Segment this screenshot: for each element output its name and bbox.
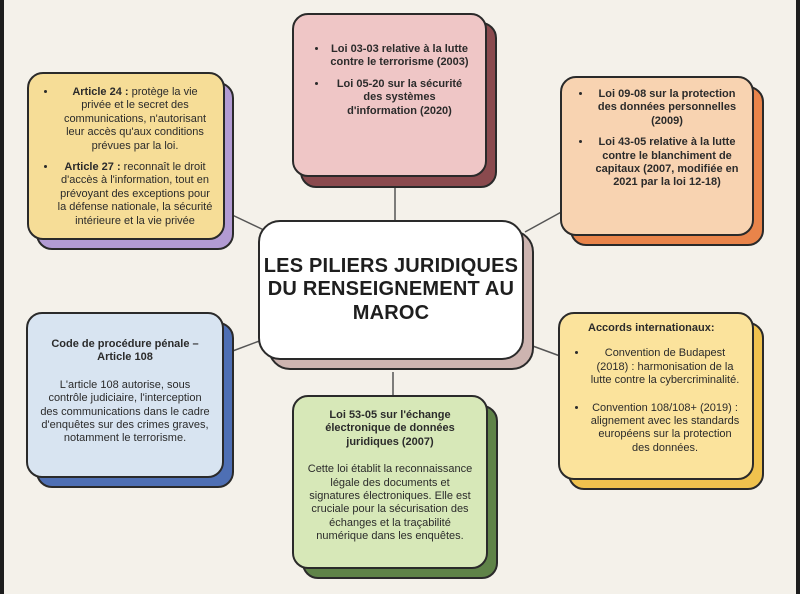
top-card-item: • Loi 03-03 relative à la lutte contre le terrorisme (2003): [328, 43, 471, 70]
bottom-right-card: [558, 312, 754, 480]
connector-top-right: [525, 210, 565, 232]
article-27-label: Article 27 :: [64, 161, 121, 174]
top-right-card-item: • Loi 09-08 sur la protection des données personnelles (2009): [592, 88, 742, 128]
center-card: [258, 220, 524, 360]
bottom-center-card: [292, 395, 488, 569]
bottom-right-card-item: • Convention de Budapest (2018) : harmonisation de la lutte contre la cybercriminalité.: [588, 347, 742, 387]
bottom-left-card-title: Code de procédure pénale – Article 108: [51, 338, 199, 364]
top-left-card: [27, 72, 225, 240]
bottom-left-card: [26, 312, 224, 478]
top-right-card-item: • Loi 43-05 relative à la lutte contre le blanchiment de capitaux (2007, modifiée en 2021 par la loi 12-18): [592, 136, 742, 190]
bottom-center-card-body: Cette loi établit la reconnaissance légale des documents et signatures électroniques. Elle est cruciale pour la sécurisation des échanges et la traçabilité numérique dans les enquêtes.: [307, 463, 473, 543]
article-24-text: protège la vie privée et le secret des communications, n'autorisant leur accès qu'aux conditions prévues par la loi.: [63, 86, 207, 152]
bottom-right-card-item: • Convention 108/108+ (2019) : alignement avec les standards européens sur la protection des données.: [588, 402, 742, 456]
connector-bottom-right: [530, 345, 560, 356]
article-27-text: reconnaît le droit d'accès à l'information, tout en prévoyant des exceptions pour la défense nationale, la sécurité intérieure et la vie privée: [57, 161, 213, 227]
top-left-card-item: [57, 161, 213, 228]
center-title-line: DU RENSEIGNEMENT AU: [267, 278, 515, 301]
top-card: [292, 13, 487, 177]
center-title-line: LES PILIERS JURIDIQUES: [263, 254, 519, 277]
top-right-card: [560, 76, 754, 236]
top-left-card-item: [57, 86, 213, 153]
bottom-right-card-title: Accords internationaux:: [588, 322, 715, 334]
center-title-line: MAROC: [352, 301, 430, 324]
article-24-label: Article 24 :: [72, 86, 129, 98]
top-card-item: • Loi 05-20 sur la sécurité des systèmes d'information (2020): [328, 78, 471, 118]
bottom-left-card-body: L'article 108 autorise, sous contrôle judiciaire, l'interception des communications dans le cadre d'enquêtes sur des crimes graves, notamment le terrorisme.: [40, 378, 210, 445]
connector-bottom-left: [230, 340, 262, 352]
center-title: [264, 255, 518, 326]
bottom-center-card-title: Loi 53-05 sur l'échange électronique de données juridiques (2007): [325, 409, 455, 448]
